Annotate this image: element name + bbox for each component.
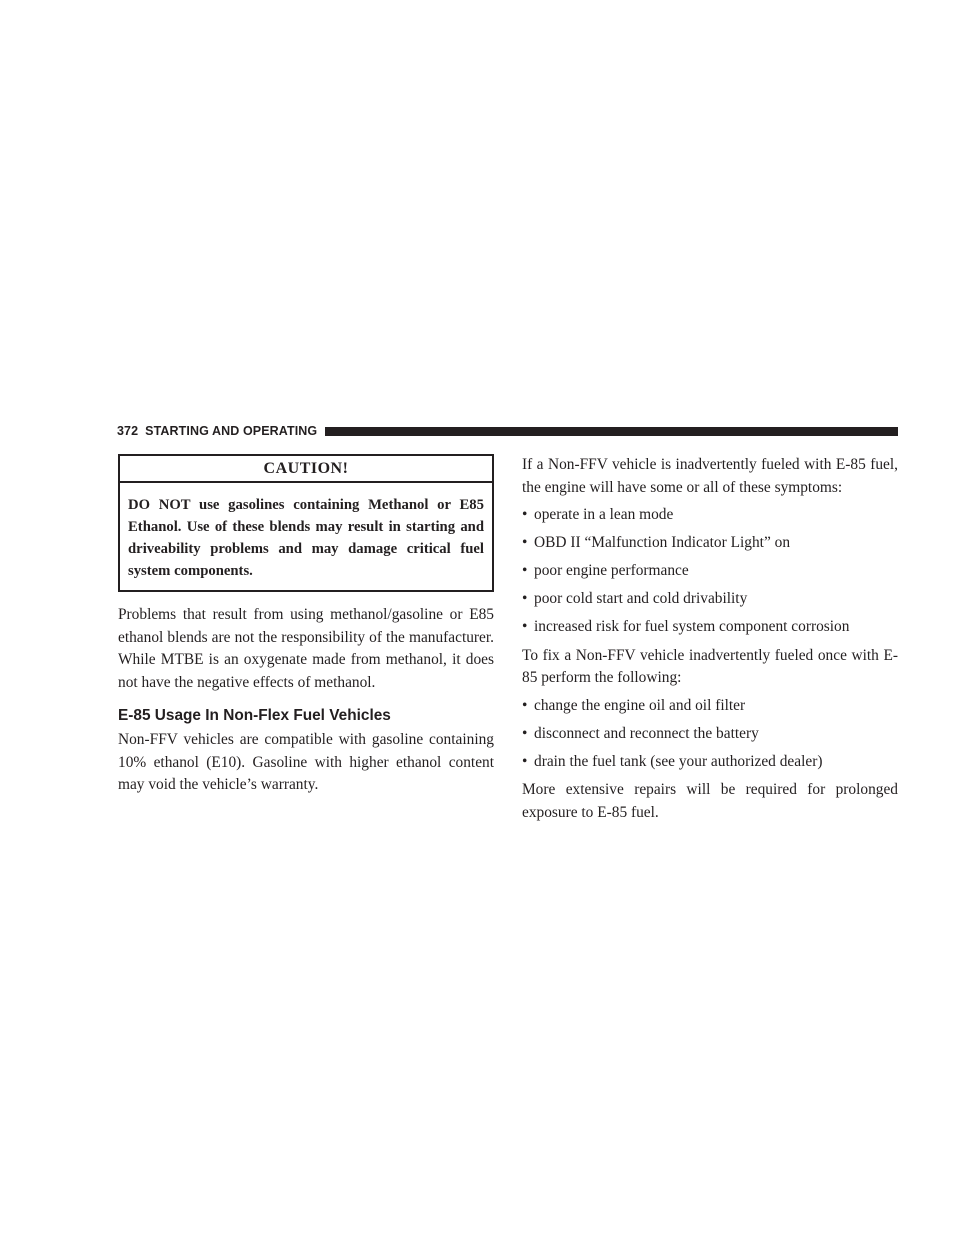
section-heading: E-85 Usage In Non-Flex Fuel Vehicles xyxy=(118,707,391,724)
page-header xyxy=(117,423,898,439)
list-item-text: change the engine oil and oil filter xyxy=(534,696,746,714)
bullet-icon: • xyxy=(522,590,528,607)
list-item-text: operate in a lean mode xyxy=(534,506,674,523)
caution-box xyxy=(118,454,494,592)
bullet-icon: • xyxy=(522,696,528,714)
list-item xyxy=(522,616,898,639)
page-number: 372 xyxy=(117,424,139,438)
list-item-text: OBD II “Malfunction Indicator Light” on xyxy=(534,534,791,551)
fix-intro: To fix a Non-FFV vehicle inadvertently fueled once with E-85 perform the following: xyxy=(522,646,898,686)
list-item xyxy=(522,695,898,718)
symptoms-intro: If a Non-FFV vehicle is inadvertently fueled with E-85 fuel, the engine will have some or all of these symptoms: xyxy=(522,456,898,496)
compatibility-paragraph: Non-FFV vehicles are compatible with gasoline containing 10% ethanol (E10). Gasoline with higher ethanol content may void the vehicle’s warranty. xyxy=(118,731,494,793)
fix-list xyxy=(522,695,898,774)
bullet-icon: • xyxy=(522,562,528,579)
list-item xyxy=(522,532,898,555)
list-item xyxy=(522,588,898,611)
caution-title: CAUTION! xyxy=(120,456,492,483)
bullet-icon: • xyxy=(522,534,528,551)
list-item-text: drain the fuel tank (see your authorized dealer) xyxy=(534,752,823,770)
methanol-paragraph: Problems that result from using methanol/gasoline or E85 ethanol blends are not the responsibility of the manufacturer. While MTBE is an oxygenate made from methanol, it does not have the negative effects of methanol. xyxy=(118,606,494,691)
header-rule xyxy=(325,427,898,436)
symptoms-list xyxy=(522,504,898,639)
closing-paragraph: More extensive repairs will be required for prolonged exposure to E-85 fuel. xyxy=(522,781,898,821)
bullet-icon: • xyxy=(522,506,528,523)
list-item xyxy=(522,504,898,527)
list-item-text: disconnect and reconnect the battery xyxy=(534,724,759,742)
list-item xyxy=(522,751,898,774)
list-item-text: poor engine performance xyxy=(534,562,689,579)
list-item xyxy=(522,560,898,583)
bullet-icon: • xyxy=(522,724,528,742)
bullet-icon: • xyxy=(522,618,528,635)
left-column xyxy=(118,454,494,805)
right-column xyxy=(522,454,898,829)
bullet-icon: • xyxy=(522,752,528,770)
section-title: STARTING AND OPERATING xyxy=(145,424,318,438)
list-item-text: increased risk for fuel system component corrosion xyxy=(534,618,850,635)
list-item xyxy=(522,723,898,746)
list-item-text: poor cold start and cold drivability xyxy=(534,590,748,607)
caution-body: DO NOT use gasolines containing Methanol or E85 Ethanol. Use of these blends may result in starting and driveability problems and may damage critical fuel system components. xyxy=(128,497,484,579)
